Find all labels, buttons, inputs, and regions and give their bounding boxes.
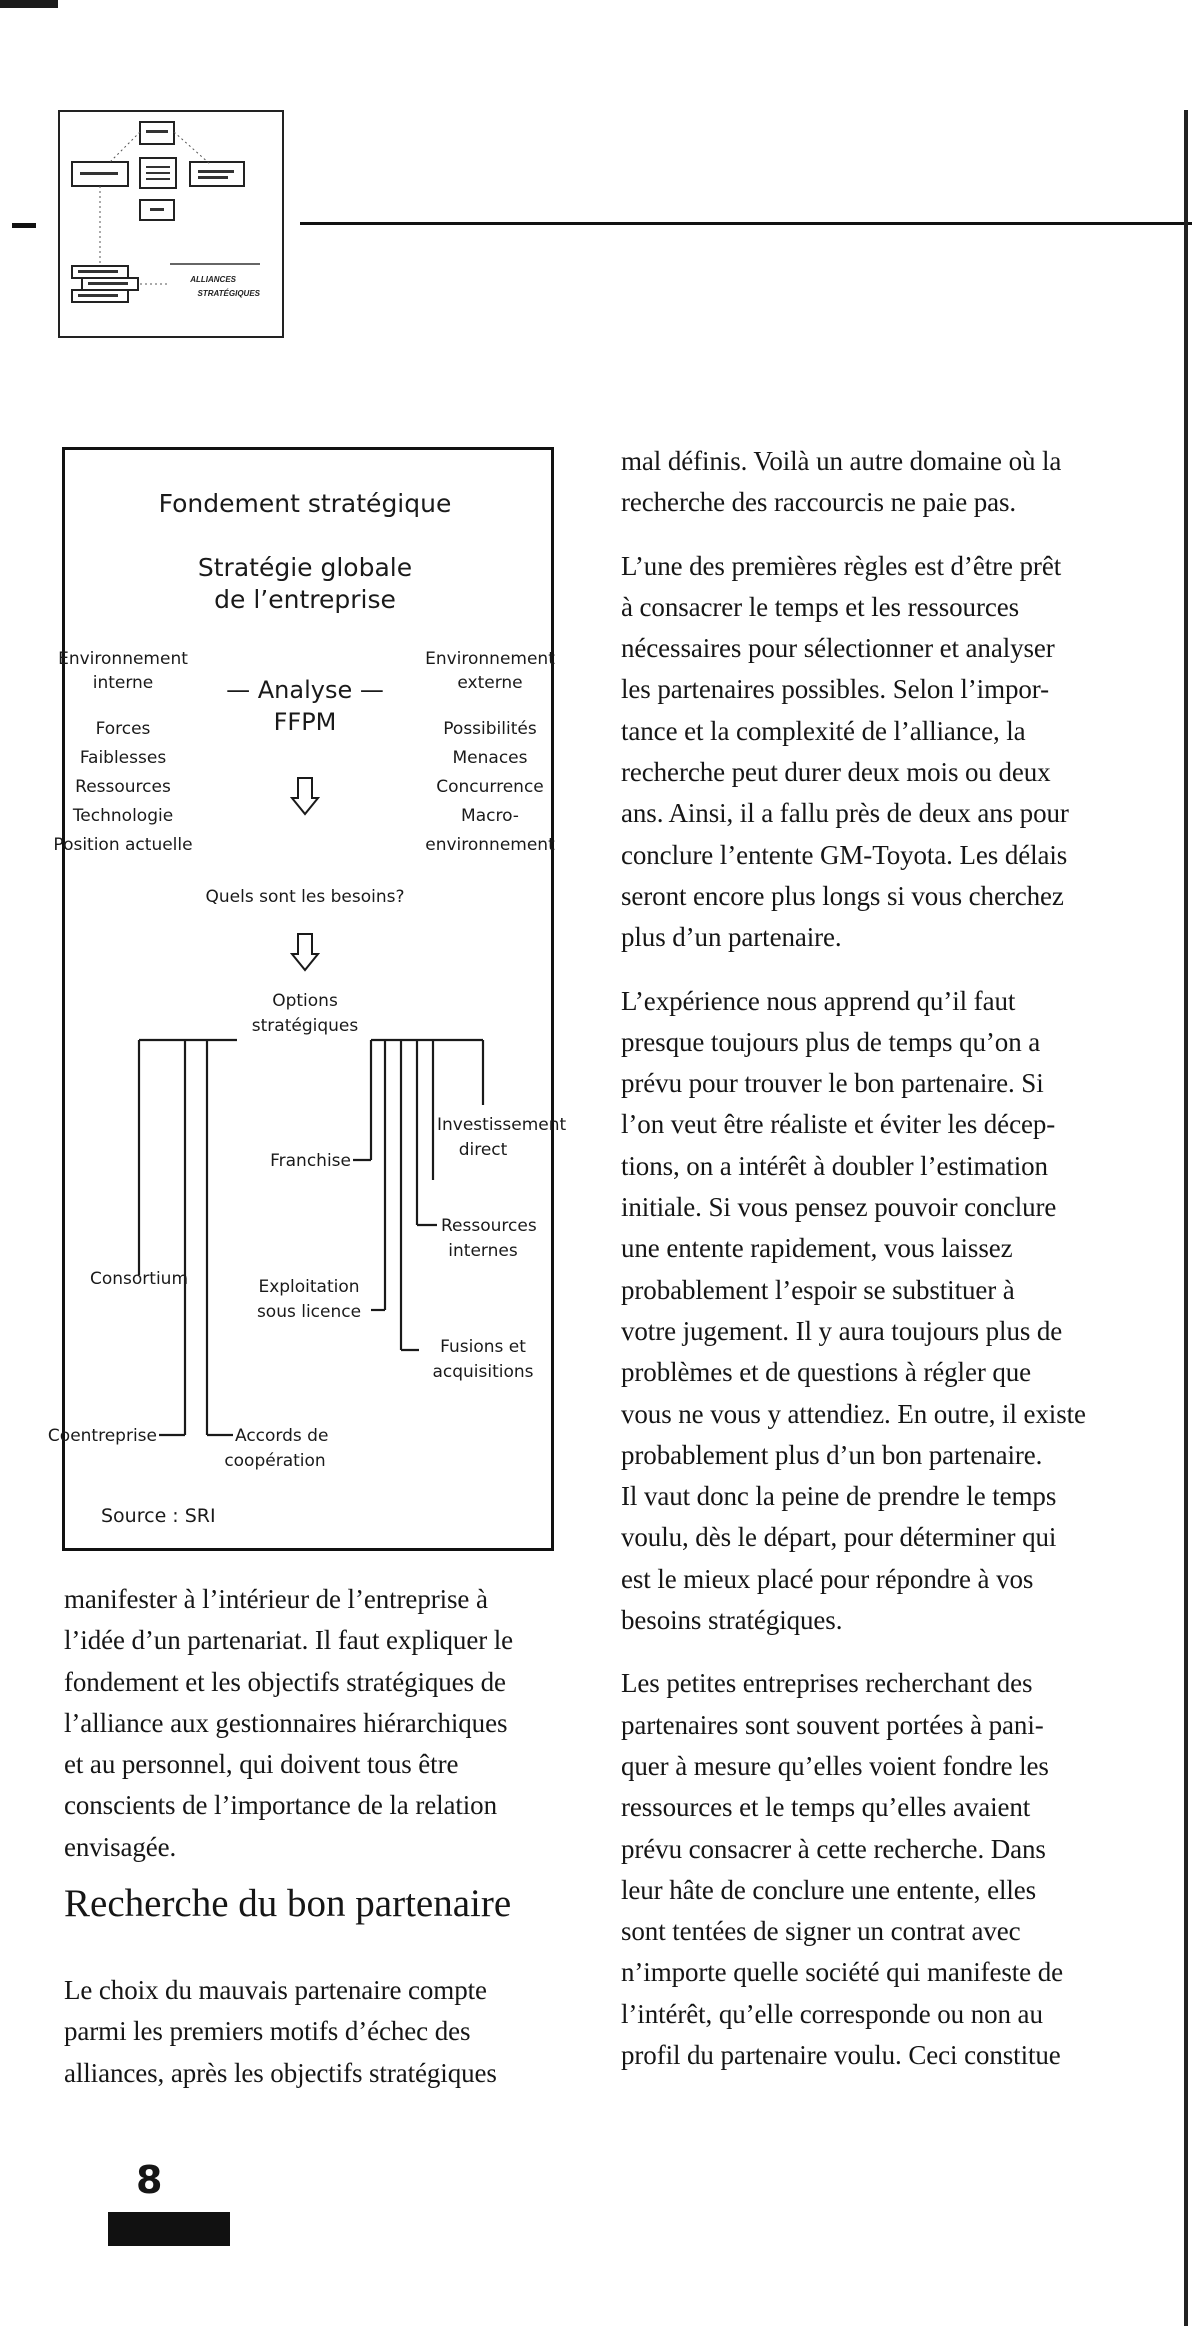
chapter-thumbnail-diagram bbox=[58, 110, 284, 338]
left-column-text-2 bbox=[64, 1970, 544, 2094]
text-line: problèmes et de questions à régler que bbox=[621, 1357, 1032, 1388]
text-line: n’importe quelle société qui manifeste de bbox=[621, 1957, 1063, 1988]
text-line: à consacrer le temps et les ressources bbox=[621, 591, 1020, 622]
text-line: fondement et les objectifs stratégiques de bbox=[64, 1666, 506, 1697]
branch-franchise: Franchise bbox=[270, 1151, 351, 1171]
internal-item-weaknesses: Faiblesses bbox=[79, 748, 167, 768]
figure-subtitle-line1: Stratégie globale bbox=[197, 553, 413, 582]
right-column-text bbox=[621, 441, 1111, 2098]
thumbnail-svg bbox=[60, 112, 282, 336]
branch-investment-line2: direct bbox=[458, 1140, 508, 1160]
internal-item-resources: Ressources bbox=[75, 777, 171, 797]
strategic-foundation-figure bbox=[47, 447, 567, 1551]
text-line: Le choix du mauvais partenaire compte bbox=[64, 1975, 487, 2005]
down-arrow-icon bbox=[292, 934, 318, 970]
branch-consortium: Consortium bbox=[89, 1269, 189, 1289]
text-line: Les petites entreprises recherchant des bbox=[621, 1668, 1033, 1699]
branch-licensing-line2: sous licence bbox=[256, 1302, 362, 1322]
text-line: prévu pour trouver le bon partenaire. Si bbox=[621, 1068, 1044, 1099]
text-line: nécessaires pour sélectionner et analyser bbox=[621, 633, 1055, 664]
text-line: manifester à l’intérieur de l’entreprise à bbox=[64, 1584, 488, 1614]
internal-item-position: Position actuelle bbox=[53, 835, 193, 855]
text-line: leur hâte de conclure une entente, elles bbox=[621, 1874, 1037, 1905]
text-line: envisagée. bbox=[64, 1831, 177, 1862]
branch-cooperation-line1: Accords de bbox=[235, 1426, 329, 1446]
section-heading: Recherche du bon partenaire bbox=[64, 1882, 512, 1925]
external-item-competition: Concurrence bbox=[436, 777, 544, 797]
branch-internal-resources-line1: Ressources bbox=[441, 1216, 537, 1236]
text-line: tions, on a intérêt à doubler l’estimation bbox=[621, 1150, 1048, 1181]
text-line: une entente rapidement, vous laissez bbox=[621, 1233, 1013, 1264]
figure-source: Source : SRI bbox=[101, 1505, 216, 1527]
right-paragraph-4 bbox=[621, 1663, 1111, 2076]
env-external-line1: Environnement bbox=[425, 649, 555, 669]
internal-item-technology: Technologie bbox=[72, 806, 174, 826]
branch-joint-venture: Coentreprise bbox=[47, 1426, 157, 1446]
external-item-macro: Macro- bbox=[461, 806, 519, 826]
branch-cooperation-line2: coopération bbox=[224, 1451, 326, 1471]
internal-item-forces: Forces bbox=[95, 719, 151, 739]
text-line: partenaires sont souvent portées à pani- bbox=[621, 1709, 1044, 1740]
text-line: mal définis. Voilà un autre domaine où la bbox=[621, 446, 1062, 476]
thumb-box-right bbox=[190, 162, 244, 186]
left-paragraph-2 bbox=[64, 1970, 544, 2094]
text-line: les partenaires possibles. Selon l’impor- bbox=[621, 674, 1050, 705]
text-line: recherche des raccourcis ne paie pas. bbox=[621, 487, 1017, 518]
text-line: seront encore plus longs si vous cherchez bbox=[621, 880, 1064, 911]
text-line: Il vaut donc la peine de prendre le temps bbox=[621, 1481, 1057, 1512]
text-line: tance et la complexité de l’alliance, la bbox=[621, 715, 1026, 746]
text-line: voulu, dès le départ, pour déterminer qui bbox=[621, 1522, 1057, 1553]
text-line: l’on veut être réaliste et éviter les décep- bbox=[621, 1109, 1056, 1140]
right-paragraph-1 bbox=[621, 441, 1111, 524]
text-line: L’expérience nous apprend qu’il faut bbox=[621, 985, 1016, 1016]
ffpm-label: FFPM bbox=[273, 708, 337, 736]
options-line1: Options bbox=[272, 991, 338, 1011]
env-external-line2: externe bbox=[457, 673, 523, 693]
text-line: l’alliance aux gestionnaires hiérarchiques bbox=[64, 1707, 508, 1738]
thumb-strategiques-label: STRATÉGIQUES bbox=[197, 289, 260, 298]
figure-subtitle-line2: de l’entreprise bbox=[214, 585, 396, 614]
down-arrow-icon bbox=[292, 778, 318, 814]
branch-licensing-line1: Exploitation bbox=[258, 1277, 360, 1297]
options-line2: stratégiques bbox=[251, 1016, 359, 1036]
top-edge-mark bbox=[0, 0, 58, 8]
text-line: initiale. Si vous pensez pouvoir conclure bbox=[621, 1192, 1057, 1223]
env-internal-line2: interne bbox=[92, 673, 154, 693]
text-line: conscients de l’importance de la relation bbox=[64, 1790, 497, 1821]
header-rule bbox=[300, 222, 1192, 225]
external-item-opportunities: Possibilités bbox=[443, 719, 537, 739]
text-line: vous ne vous y attendiez. En outre, il existe bbox=[621, 1398, 1086, 1429]
left-paragraph-1 bbox=[64, 1579, 544, 1868]
right-paragraph-3 bbox=[621, 981, 1111, 1642]
text-line: probablement l’espoir se substituer à bbox=[621, 1274, 1015, 1305]
text-line: parmi les premiers motifs d’échec des bbox=[64, 2016, 471, 2047]
options-connector-lines bbox=[139, 1040, 483, 1435]
text-line: votre jugement. Il y aura toujours plus de bbox=[621, 1315, 1063, 1346]
page-number: 8 bbox=[136, 2158, 163, 2202]
figure-diagram bbox=[47, 450, 567, 1548]
text-line: l’idée d’un partenariat. Il faut expliquer le bbox=[64, 1625, 514, 1656]
text-line: et au personnel, qui doivent tous être bbox=[64, 1749, 459, 1780]
branch-mergers-line1: Fusions et bbox=[440, 1337, 526, 1357]
text-line: probablement plus d’un bon partenaire. bbox=[621, 1439, 1043, 1470]
text-line: conclure l’entente GM-Toyota. Les délais bbox=[621, 839, 1068, 870]
analysis-label: — Analyse — bbox=[226, 676, 384, 704]
text-line: plus d’un partenaire. bbox=[621, 922, 842, 953]
text-line: l’intérêt, qu’elle corresponde ou non au bbox=[621, 1998, 1043, 2029]
thumb-alliances-label: ALLIANCES bbox=[190, 275, 236, 284]
page-number-bar bbox=[108, 2212, 230, 2246]
text-line: est le mieux placé pour répondre à vos bbox=[621, 1563, 1034, 1594]
text-line: sont tentées de signer un contrat avec bbox=[621, 1916, 1021, 1947]
env-internal-line1: Environnement bbox=[58, 649, 188, 669]
text-line: besoins stratégiques. bbox=[621, 1605, 843, 1636]
branch-investment-line1: Investissement bbox=[437, 1115, 567, 1135]
text-line: ans. Ainsi, il a fallu près de deux ans pour bbox=[621, 798, 1069, 829]
text-line: recherche peut durer deux mois ou deux bbox=[621, 757, 1051, 788]
branch-mergers-line2: acquisitions bbox=[432, 1362, 534, 1382]
right-paragraph-2 bbox=[621, 546, 1111, 959]
figure-title: Fondement stratégique bbox=[158, 489, 452, 518]
left-margin-tick bbox=[12, 223, 36, 228]
text-line: quer à mesure qu’elles voient fondre les bbox=[621, 1750, 1049, 1781]
text-line: alliances, après les objectifs stratégiques bbox=[64, 2057, 497, 2088]
text-line: presque toujours plus de temps qu’on a bbox=[621, 1026, 1041, 1057]
left-column-text bbox=[64, 1579, 544, 1868]
branch-internal-resources-line2: internes bbox=[448, 1241, 518, 1261]
external-item-environment: environnement bbox=[425, 835, 555, 855]
external-item-threats: Menaces bbox=[452, 748, 528, 768]
text-line: ressources et le temps qu’elles avaient bbox=[621, 1792, 1031, 1823]
needs-question: Quels sont les besoins? bbox=[205, 887, 405, 907]
right-page-edge bbox=[1184, 110, 1188, 2326]
text-line: profil du partenaire voulu. Ceci constitue bbox=[621, 2039, 1061, 2070]
text-line: prévu consacrer à cette recherche. Dans bbox=[621, 1833, 1046, 1864]
text-line: L’une des premières règles est d’être prêt bbox=[621, 550, 1062, 581]
